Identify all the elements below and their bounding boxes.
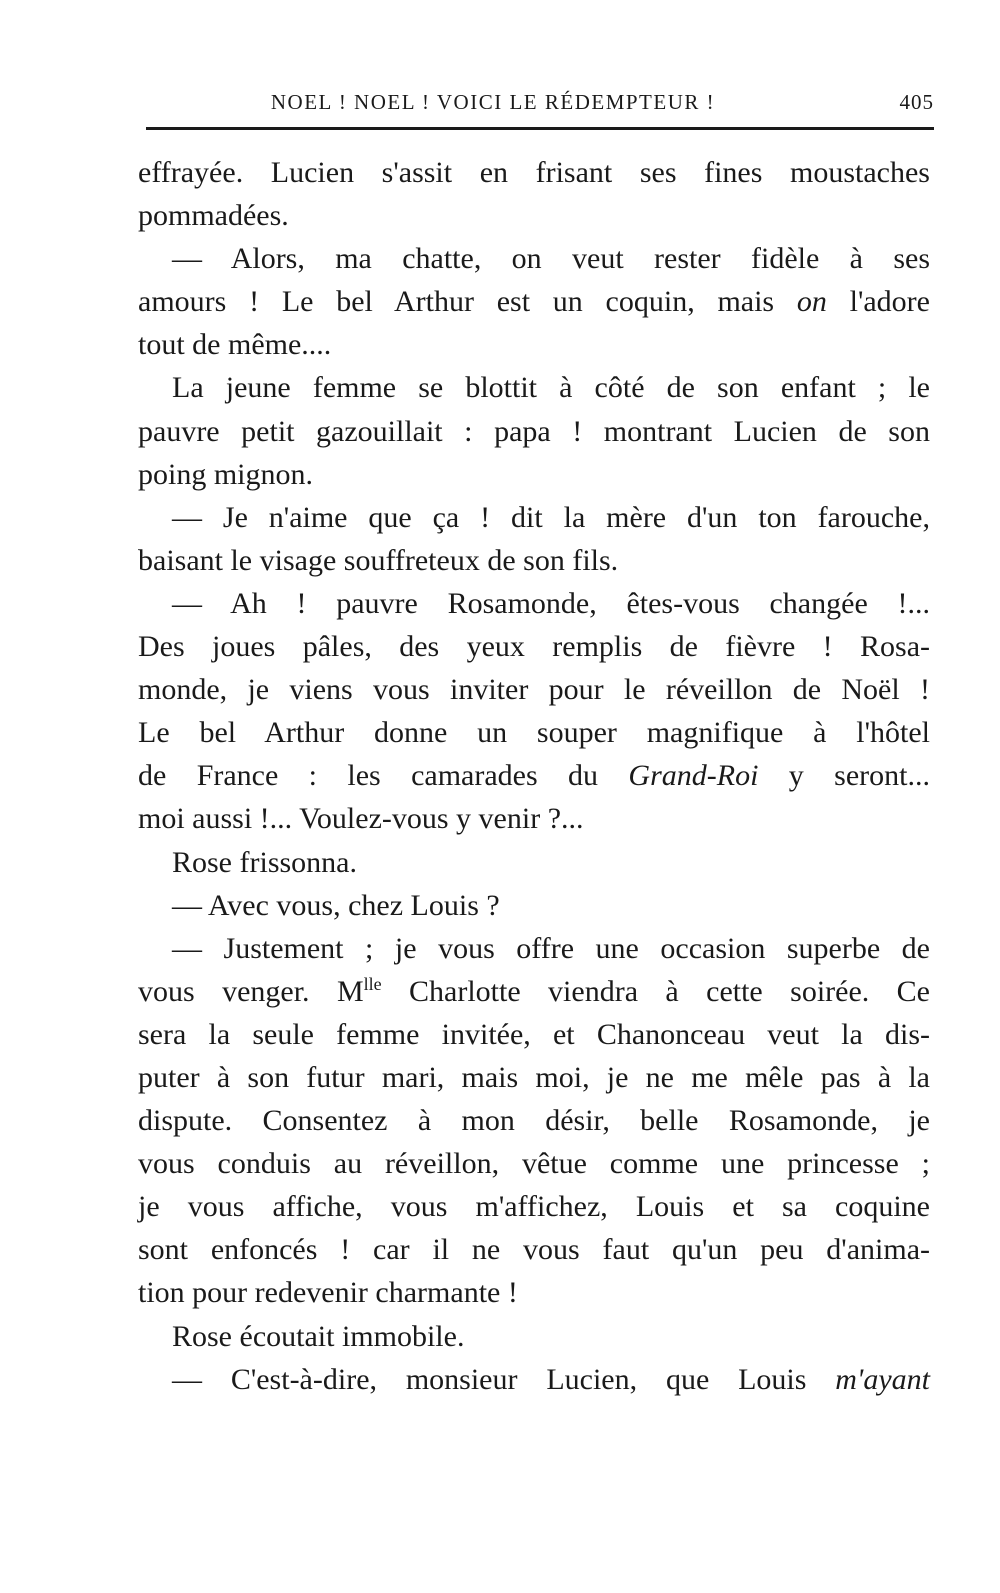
italic-segment: on bbox=[796, 285, 827, 319]
text-line: poing mignon. bbox=[138, 457, 314, 491]
italic-segment: m'ayant bbox=[835, 1362, 930, 1396]
text-line: Rose écoutait immobile. bbox=[172, 1319, 465, 1353]
italic-segment: Grand-Roi bbox=[628, 759, 759, 793]
text-segment: y seront... bbox=[758, 759, 930, 793]
text-line: pauvre petit gazouillait : papa ! montrant Lucien de son bbox=[138, 414, 930, 448]
text-line: sont enfoncés ! car il ne vous faut qu'un peu d'anima- bbox=[138, 1233, 930, 1267]
text-segment: Charlotte viendra à cette soirée. Ce bbox=[381, 974, 930, 1008]
body-text bbox=[138, 151, 930, 1401]
text-line: je vous affiche, vous m'affichez, Louis et sa coquine bbox=[138, 1190, 930, 1224]
text-line: tout de même.... bbox=[138, 328, 332, 362]
text-line: tion pour redevenir charmante ! bbox=[138, 1276, 518, 1310]
text-line: Des joues pâles, des yeux remplis de fièvre ! Rosa- bbox=[138, 630, 930, 664]
text-segment: l'adore bbox=[826, 285, 930, 319]
text-segment: de France : les camarades du bbox=[138, 759, 629, 793]
header-rule bbox=[146, 127, 934, 130]
text-line: — Alors, ma chatte, on veut rester fidèle à ses bbox=[172, 242, 930, 276]
text-segment: amours ! Le bel Arthur est un coquin, mais bbox=[138, 285, 797, 319]
text-line: vous conduis au réveillon, vêtue comme une princesse ; bbox=[138, 1147, 930, 1181]
running-head bbox=[140, 84, 936, 120]
text-line: — Avec vous, chez Louis ? bbox=[172, 888, 500, 922]
text-line bbox=[138, 280, 930, 323]
text-line bbox=[138, 754, 930, 797]
text-line: monde, je viens vous inviter pour le réveillon de Noël ! bbox=[138, 673, 930, 707]
text-line: Rose frissonna. bbox=[172, 845, 357, 879]
text-line: pommadées. bbox=[138, 199, 289, 233]
text-line bbox=[138, 1358, 930, 1401]
text-line: moi aussi !... Voulez-vous y venir ?... bbox=[138, 802, 584, 836]
text-segment: — C'est-à-dire, monsieur Lucien, que Louis bbox=[172, 1362, 836, 1396]
text-line: — Justement ; je vous offre une occasion superbe de bbox=[172, 931, 930, 965]
page-number: 405 bbox=[899, 90, 934, 114]
text-line: baisant le visage souffreteux de son fils. bbox=[138, 543, 619, 577]
text-line: puter à son futur mari, mais moi, je ne me mêle pas à la bbox=[138, 1060, 930, 1094]
text-line: — Je n'aime que ça ! dit la mère d'un ton farouche, bbox=[172, 500, 930, 534]
text-line: — Ah ! pauvre Rosamonde, êtes-vous changée !... bbox=[172, 586, 930, 620]
superscript-segment: lle bbox=[363, 973, 382, 994]
text-line: La jeune femme se blottit à côté de son enfant ; le bbox=[172, 371, 930, 405]
text-line: dispute. Consentez à mon désir, belle Rosamonde, je bbox=[138, 1104, 930, 1138]
text-line: sera la seule femme invitée, et Chanonceau veut la dis- bbox=[138, 1017, 930, 1051]
text-line bbox=[138, 970, 930, 1013]
text-line: Le bel Arthur donne un souper magnifique à l'hôtel bbox=[138, 716, 930, 750]
text-line: effrayée. Lucien s'assit en frisant ses fines moustaches bbox=[138, 156, 930, 189]
text-segment: vous venger. M bbox=[138, 974, 364, 1008]
running-title: NOEL ! NOEL ! VOICI LE RÉDEMPTEUR ! bbox=[270, 90, 716, 114]
